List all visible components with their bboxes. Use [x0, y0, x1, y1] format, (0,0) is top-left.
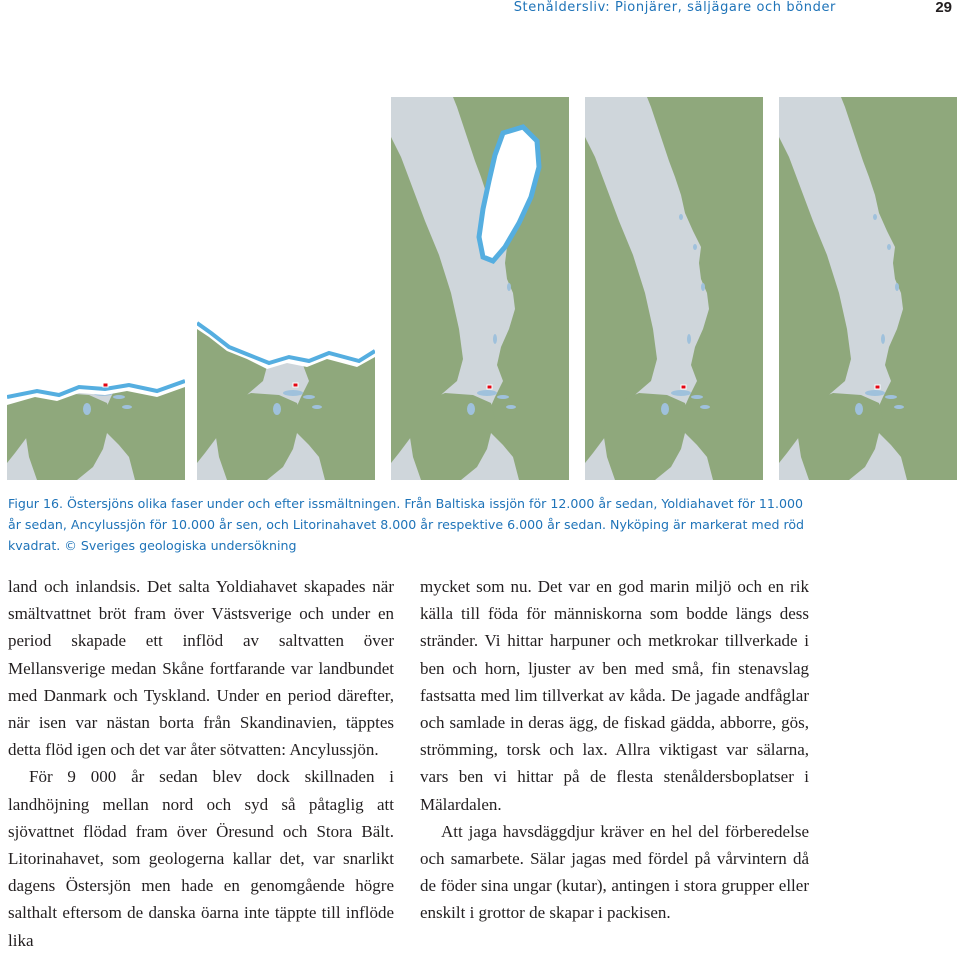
- lake: [83, 403, 91, 415]
- lake: [661, 403, 669, 415]
- right-paragraph-1: mycket som nu. Det var en god marin miljö och en rik källa till föda för människorna som bodde längs dess stränder. Vi hittar harpuner och metkrokar tillverkade i ben och horn, ljuster av ben med små, fin stenavslag fastsatta med lim tillverkat av kåda. De jagade andfåglar och samlade in deras ägg, de fiskad gädda, abborre, gös, strömming, torsk och lax. Allra viktigast var sälarna, vars ben vi hittar på de flesta stenåldersboplatser i Mälardalen.: [420, 577, 809, 814]
- map-svg: [7, 97, 185, 480]
- lake: [865, 390, 885, 396]
- map-baltic-ice-lake: [7, 97, 185, 480]
- lake: [671, 390, 691, 396]
- running-head: [0, 0, 960, 20]
- lake: [679, 214, 683, 220]
- lake: [887, 244, 891, 250]
- lake: [701, 283, 705, 291]
- lake: [506, 405, 516, 409]
- nykoping-marker: [103, 383, 108, 387]
- right-paragraph-2: Att jaga havsdäggdjur kräver en hel del förberedelse och samarbete. Sälar jagas med fördel på vårvintern då de föder sina ungar (kutar), antingen i stora grupper eller enskilt i grottor de skapar i packisen.: [420, 821, 809, 923]
- lake: [467, 403, 475, 415]
- lake: [873, 214, 877, 220]
- lake: [881, 334, 885, 344]
- map-svg: [779, 97, 957, 480]
- ice-sheet: [197, 97, 375, 369]
- lake: [885, 395, 897, 399]
- lake: [700, 405, 710, 409]
- lake: [477, 390, 497, 396]
- lake: [303, 395, 315, 399]
- page-number: 29: [935, 0, 952, 16]
- lake: [273, 403, 281, 415]
- left-paragraph-1: land och inlandsis. Det salta Yoldiahavet skapades när smältvattnet bröt fram över Västsverige och under en period skapade ett inflöd av saltvatten över Mellansverige medan Skåne fortfarande var landbundet med Danmark och Tyskland. Under en period därefter, när isen var nästan borta från Skandinavien, täpptes detta flöd igen och det var åter sötvatten: Ancylussjön.: [8, 577, 394, 760]
- map-litorina-8000: [585, 97, 763, 480]
- map-svg: [391, 97, 569, 480]
- lake: [894, 405, 904, 409]
- left-column: [8, 573, 394, 954]
- nykoping-marker: [487, 385, 492, 389]
- lake: [687, 334, 691, 344]
- lake: [283, 390, 303, 396]
- map-ancylus-lake: [391, 97, 569, 480]
- ice-sheet: [7, 97, 185, 405]
- lake: [693, 244, 697, 250]
- lake: [312, 405, 322, 409]
- lake: [507, 283, 511, 291]
- left-paragraph-2: För 9 000 år sedan blev dock skillnaden i landhöjning mellan nord och syd så påtaglig att sjövattnet flödad fram över Öresund och Stora Bält. Litorinahavet, som geologerna kallar det, var snarlikt dagens Östersjön men hade en genomgående högre salthalt eftersom de danska öarna inte täppte till inflöde lika: [8, 767, 394, 950]
- nykoping-marker: [293, 383, 298, 387]
- lake: [855, 403, 863, 415]
- lake: [691, 395, 703, 399]
- lake: [895, 283, 899, 291]
- lake: [493, 334, 497, 344]
- nykoping-marker: [875, 385, 880, 389]
- lake: [113, 395, 125, 399]
- figure-caption: [8, 493, 808, 556]
- map-litorina-6000: [779, 97, 957, 480]
- map-svg: [197, 97, 375, 480]
- caption-text: Figur 16. Östersjöns olika faser under och efter issmältningen. Från Baltiska issjön för 12.000 år sedan, Yoldiahavet för 11.000 år sedan, Ancylussjön för 10.000 år sen, och Litorinahavet 8.000 år respektive 6.000 år sedan. Nyköping är markerat med röd kvadrat. © Sveriges geologiska undersökning: [8, 496, 805, 553]
- running-title: Stenåldersliv: Pionjärer, säljägare och bönder: [513, 0, 836, 15]
- right-column: [420, 573, 809, 927]
- map-svg: [585, 97, 763, 480]
- lake: [497, 395, 509, 399]
- map-yoldia-sea: [197, 97, 375, 480]
- lake: [122, 405, 132, 409]
- nykoping-marker: [681, 385, 686, 389]
